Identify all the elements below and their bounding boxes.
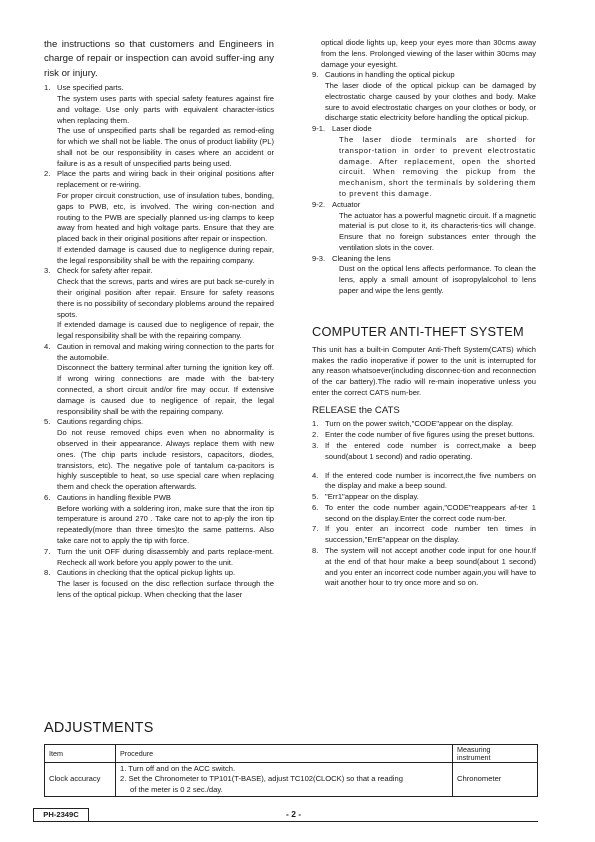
intro-text: the instructions so that customers and Engineers in charge of repair or inspection can avoid suffer-ing any risk or injury. xyxy=(44,39,274,79)
item-title: Check for safety after repair. xyxy=(57,266,153,276)
release-heading: RELEASE the CATS xyxy=(312,404,400,416)
item-body xyxy=(57,266,274,341)
item-title: Place the parts and wiring back in their original positions after replacement or re-wiring. xyxy=(57,169,274,190)
item-paragraph: The system uses parts with special safety features against fire and voltage. Use only parts with equivalent character-istics when replacing them. xyxy=(57,93,274,125)
item-body: The laser diode of the optical pickup can be damaged by electrostatic charge caused by your clothes and body. Make sure to avoid electrostatic charges on your clothes or body, or discharge static electricity before handling the optical pickup. xyxy=(325,81,536,123)
item-number: 3. xyxy=(44,266,51,276)
sub-caution-item xyxy=(312,254,536,297)
item-title: Cautions in handling flexible PWB xyxy=(57,492,171,502)
sub-body xyxy=(332,200,536,254)
continued-text: optical diode lights up, keep your eyes more than 30cms away from the lens. Prolonged viewing of the laser within 30cms may damage your eyesight. xyxy=(321,38,536,69)
procedure-step-2: 2. Set the Chronometer to TP101(T-BASE), adjust TC102(CLOCK) so that a reading xyxy=(120,774,403,784)
cats-heading: COMPUTER ANTI-THEFT SYSTEM xyxy=(312,323,524,339)
page-number: - 2 - xyxy=(286,809,302,819)
step-text: Turn on the power switch,"CODE"appear on the display. xyxy=(325,419,514,429)
item-paragraph: Do not reuse removed chips even when no abnormality is observed in their appearance. Always replace them with new ones. (The chip parts include resistors, capacitors, diodes, transistors, etc). The negative pole of tantalum ca-pacitors is highly susceptible to heat, so use special care when replacing them and check the operation afterwards. xyxy=(57,428,274,492)
sub-title: Actuator xyxy=(332,199,361,209)
item-title: Use specified parts. xyxy=(57,83,124,93)
caution-item xyxy=(44,83,274,169)
sub-number: 9-3. xyxy=(312,253,326,263)
sub-number: 9-2. xyxy=(312,199,326,209)
caution-item xyxy=(44,266,274,341)
step-text: The system will not accept another code input for one hour.If at the end of that hour make a beep sound(about 1 second) and you enter an incorrect code number again,you will have to wait another hour to try once more and so on. xyxy=(325,546,536,588)
step-text: If you enter an incorrect code number ten times in succession,"ErrE"appear on the display. xyxy=(325,524,536,545)
caution-item xyxy=(44,169,274,266)
step-number: 5. xyxy=(312,492,319,502)
release-step xyxy=(312,503,536,525)
step-text: "Err1"appear on the display. xyxy=(325,492,419,502)
cell-instrument: Chronometer xyxy=(453,763,538,797)
sub-text: Dust on the optical lens affects performance. To clean the lens, apply a small amount of isopropylalcohol to lens paper and wipe the lens gently. xyxy=(339,264,536,295)
item-body xyxy=(57,169,274,266)
sub-caution-item xyxy=(312,200,536,254)
procedure-step-1: 1. Turn off and on the ACC switch. xyxy=(120,764,236,774)
item-number: 6. xyxy=(44,492,51,502)
caution-item-9 xyxy=(312,70,536,124)
sub-caution-list xyxy=(312,124,536,297)
item-number: 7. xyxy=(44,546,51,556)
caution-item xyxy=(44,547,274,569)
item-number: 5. xyxy=(44,417,51,427)
cats-intro: This unit has a built-in Computer Anti-Theft System(CATS) which makes the radio inoperative if power to the unit is interrupted for any reason whatsoever(including disconnec-tion and reconnection of the car battery).The radio will re-main inoperative unless you enter the correct CATS num-ber. xyxy=(312,344,536,398)
release-step xyxy=(312,471,536,493)
step-number: 7. xyxy=(312,524,319,534)
adjustments-table xyxy=(44,744,538,797)
caution-item xyxy=(44,568,274,600)
header-procedure: Procedure xyxy=(116,745,453,763)
item-title: Cautions regarding chips. xyxy=(57,417,144,427)
release-step xyxy=(312,441,536,463)
item-number: 2. xyxy=(44,169,51,179)
step-number: 6. xyxy=(312,502,319,512)
item-title: Caution in removal and making wiring connection to the parts for the automobile. xyxy=(57,341,274,362)
step-number: 8. xyxy=(312,546,319,556)
step-number: 2. xyxy=(312,430,319,440)
header-item: Item xyxy=(45,745,116,763)
header-measuring-instrument xyxy=(453,745,538,763)
adjustments-title: ADJUSTMENTS xyxy=(44,720,154,736)
item-paragraph: Before working with a soldering iron, make sure that the iron tip temperature is around 270 . Take care not to ap-ply the iron tip repeatedly(more than three times)to the same patterns. Also take care not to apply the tip with force. xyxy=(57,503,274,545)
item-number: 8. xyxy=(44,568,51,578)
item-body xyxy=(57,493,274,547)
release-steps xyxy=(312,419,536,589)
right-column xyxy=(312,38,536,589)
sub-text: The actuator has a powerful magnetic circuit. If a magnetic material is put close to it, its characteris-tics will change. Ensure that no foreign substances enter through the ventilation slots in the cover. xyxy=(339,210,536,252)
release-step xyxy=(312,419,536,430)
sub-title: Laser diode xyxy=(332,124,372,134)
item-paragraph: For proper circuit construction, use of insulation tubes, bonding, gaps to PWB, etc, is involved. The wiring con-nection and routing to the PWB are specially planned us-ing clamps to keep away from heated and high voltage parts. Ensure that they are placed back in their original positions after repair or inspection. xyxy=(57,190,274,244)
header-instrument: instrument xyxy=(457,752,491,762)
item-body xyxy=(57,568,274,600)
caution-item xyxy=(44,417,274,492)
step-number: 3. xyxy=(312,440,319,450)
procedure-step-2-cont: of the meter is 0 2 sec./day. xyxy=(130,784,223,794)
item-title: Cautions in handling the optical pickup xyxy=(325,70,455,80)
step-text: Enter the code number of five figures using the preset buttons. xyxy=(325,430,535,440)
item-paragraph: The use of unspecified parts shall be regarded as remod-eling for which we shall not be liable. The onus of product liability (PL) shall not be our responsibility in cases where an accident or failure is as a result of unspecified parts being used. xyxy=(57,126,274,168)
table-row xyxy=(45,763,538,797)
item-title: Turn the unit OFF during disassembly and parts replace-ment. Recheck all work before you apply power to the unit. xyxy=(57,546,274,567)
item-paragraph: Disconnect the battery terminal after turning the ignition key off. If wrong wiring connections are made with the bat-tery connected, a short circuit and/or fire may occur. If extensive damage is caused due to negligence of repair, the legal responsibility shall be with the repairing company. xyxy=(57,363,274,416)
sub-title: Cleaning the lens xyxy=(332,253,391,263)
step-gap xyxy=(312,463,536,471)
table-header-row xyxy=(45,745,538,763)
item-number: 9. xyxy=(312,70,319,80)
sub-body xyxy=(332,124,536,199)
item-title: Cautions in checking that the optical pickup lights up. xyxy=(57,568,236,578)
item-paragraph: If extended damage is caused due to negligence during repair, the legal responsibility shall be with the repairing company. xyxy=(57,244,274,265)
item-body xyxy=(57,342,274,417)
model-number: PH-2349C xyxy=(33,808,89,822)
caution-item xyxy=(44,493,274,547)
caution-item xyxy=(44,342,274,417)
left-column xyxy=(44,38,274,601)
item-body xyxy=(57,417,274,492)
release-step xyxy=(312,430,536,441)
item-body xyxy=(57,547,274,569)
release-step xyxy=(312,524,536,546)
release-step xyxy=(312,492,536,503)
item-number: 4. xyxy=(44,341,51,351)
footer-rule xyxy=(44,821,538,822)
step-number: 4. xyxy=(312,470,319,480)
release-step xyxy=(312,546,536,589)
item-paragraph: The laser is focused on the disc reflection surface through the lens of the optical pickup. When checking that the laser xyxy=(57,579,274,599)
item-paragraph: If extended damage is caused due to negligence of repair, the legal responsibility shall be with the repairing company. xyxy=(57,320,274,341)
item-body xyxy=(57,83,274,169)
sub-caution-item xyxy=(312,124,536,199)
sub-number: 9-1. xyxy=(312,124,326,134)
cell-item: Clock accuracy xyxy=(45,763,116,797)
step-number: 1. xyxy=(312,419,319,429)
caution-list xyxy=(44,83,274,601)
sub-body xyxy=(332,254,536,297)
item-paragraph: Check that the screws, parts and wires are put back se-curely in their original position after repair. Ensure for safety reasons there is no possibility of secondary ploblems around the repaired spots. xyxy=(57,277,274,319)
header-measuring: Measuring xyxy=(457,745,491,754)
step-text: If the entered code number is correct,make a beep sound(about 1 second) and radio operating. xyxy=(325,440,536,461)
sub-text: The laser diode terminals are shorted for transpor-tation in order to prevent electrostatic damage. After replacement, open the shorted circuit. When removing the pickup from the mechanism, short the terminals by soldering them to prevent this damage. xyxy=(339,135,536,198)
item-number: 1. xyxy=(44,83,51,93)
step-text: If the entered code number is incorrect,the five numbers on the display and make a beep sound. xyxy=(325,470,536,491)
step-text: To enter the code number again,"CODE"reappears af-ter 1 second on the display.Enter the correct code num-ber. xyxy=(325,502,536,523)
cell-procedure xyxy=(116,763,453,797)
